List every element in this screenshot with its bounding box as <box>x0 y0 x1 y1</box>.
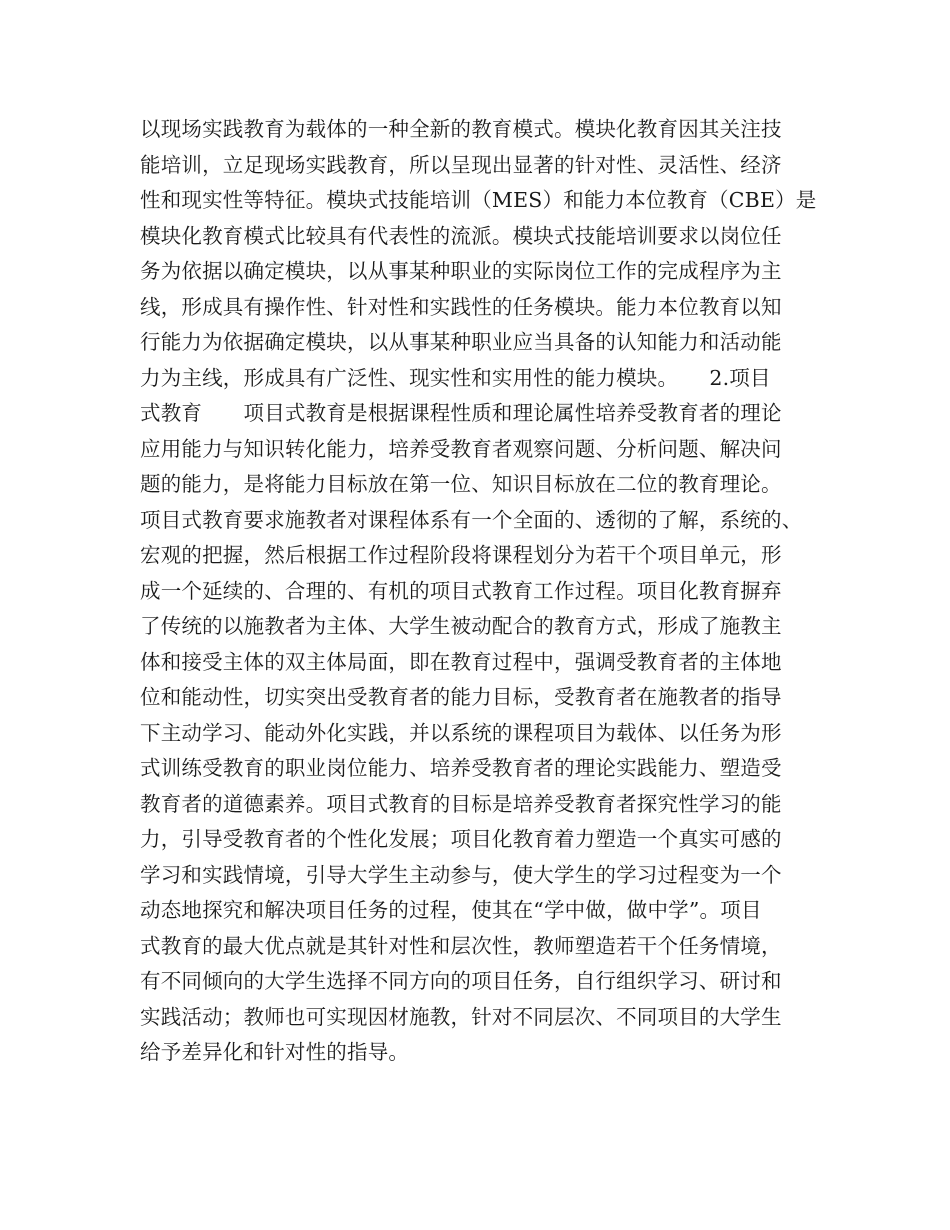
text-line-24: 式教育的最大优点就是其针对性和层次性，教师塑造若干个任务情境， <box>140 933 782 958</box>
text-line-10: 应用能力与知识转化能力，培养受教育者观察问题、分析问题、解决问 <box>140 436 782 461</box>
text-line-25: 有不同倾向的大学生选择不同方向的项目任务，自行组织学习、研讨和 <box>140 969 782 993</box>
text-line-13: 宏观的把握，然后根据工作过程阶段将课程划分为若干个项目单元，形 <box>140 543 782 567</box>
text-line-1: 以现场实践教育为载体的一种全新的教育模式。模块化教育因其关注技 <box>140 117 782 141</box>
text-line-3: 性和现实性等特征。模块式技能培训（MES）和能力本位教育（CBE）是 <box>140 188 817 212</box>
text-line-6: 线，形成具有操作性、针对性和实践性的任务模块。能力本位教育以知 <box>140 294 782 319</box>
text-line-11: 题的能力，是将能力目标放在第一位、知识目标放在二位的教育理论。 <box>140 472 782 496</box>
body-text <box>140 112 820 1071</box>
text-line-15: 了传统的以施教者为主体、大学生被动配合的教育方式，形成了施教主 <box>140 614 782 638</box>
text-line-23: 动态地探究和解决项目任务的过程，使其在“学中做，做中学”。项目 <box>140 898 762 922</box>
text-line-14: 成一个延续的、合理的、有机的项目式教育工作过程。项目化教育摒弃 <box>140 578 782 603</box>
text-line-12: 项目式教育要求施教者对课程体系有一个全面的、透彻的了解，系统的、 <box>140 507 803 532</box>
text-line-18: 下主动学习、能动外化实践，并以系统的课程项目为载体、以任务为形 <box>140 720 782 745</box>
text-line-20: 教育者的道德素养。项目式教育的目标是培养受教育者探究性学习的能 <box>140 791 782 816</box>
text-line-8: 力为主线，形成具有广泛性、现实性和实用性的能力模块。 2.项目 <box>140 365 771 390</box>
text-line-19: 式训练受教育的职业岗位能力、培养受教育者的理论实践能力、塑造受 <box>140 756 782 780</box>
text-line-26: 实践活动；教师也可实现因材施教，针对不同层次、不同项目的大学生 <box>140 1004 782 1029</box>
text-line-21: 力，引导受教育者的个性化发展；项目化教育着力塑造一个真实可感的 <box>140 827 782 851</box>
text-line-7: 行能力为依据确定模块，以从事某种职业应当具备的认知能力和活动能 <box>140 330 782 354</box>
text-line-22: 学习和实践情境，引导大学生主动参与，使大学生的学习过程变为一个 <box>140 862 782 887</box>
text-line-2: 能培训，立足现场实践教育，所以呈现出显著的针对性、灵活性、经济 <box>140 152 782 177</box>
text-line-4: 模块化教育模式比较具有代表性的流派。模块式技能培训要求以岗位任 <box>140 223 782 248</box>
text-line-16: 体和接受主体的双主体局面，即在教育过程中，强调受教育者的主体地 <box>140 649 782 674</box>
text-line-17: 位和能动性，切实突出受教育者的能力目标，受教育者在施教者的指导 <box>140 685 782 709</box>
text-line-9: 式教育 项目式教育是根据课程性质和理论属性培养受教育者的理论 <box>140 401 782 425</box>
text-line-27: 给予差异化和针对性的指导。 <box>140 1040 410 1064</box>
text-line-5: 务为依据以确定模块，以从事某种职业的实际岗位工作的完成程序为主 <box>140 259 782 283</box>
